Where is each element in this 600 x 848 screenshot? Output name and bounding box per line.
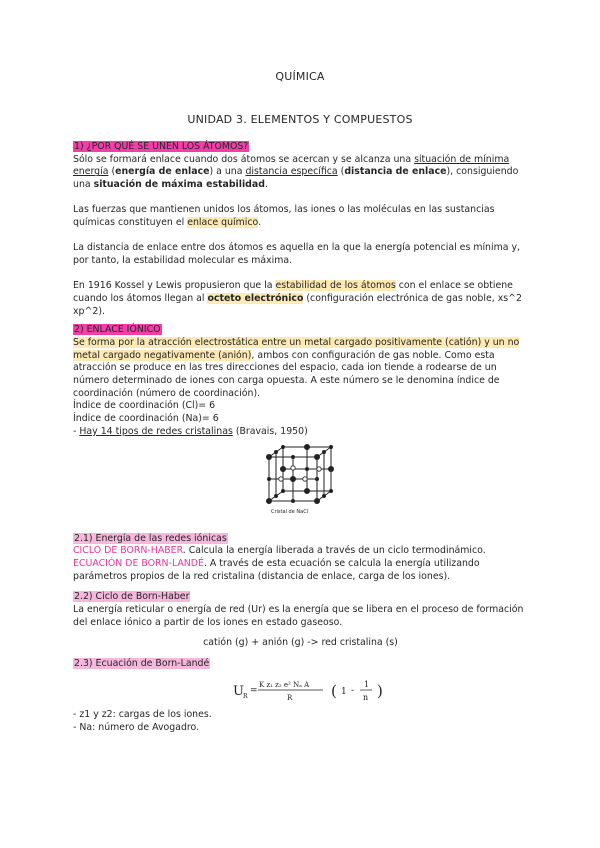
section-2-2-paragraph: La energía reticular o energía de red (Ur) es la energía que se libera en el proceso de formación del enlace iónico a partir de los iones en estado gaseoso. bbox=[73, 604, 524, 628]
svg-text:): ) bbox=[377, 681, 383, 700]
section-2-paragraph-1: Se forma por la atracción electrostática entre un metal cargado positivamente (catión) y un no metal cargado negativamente (anión), ambos con configuración de gas noble. Como esta atracción se produce en las tres direcciones del espacio, cada ion tiende a rodearse de un número determinado de iones con carga opuesta. A este número se le denomina índice de coordinación (número de coordinación). bbox=[73, 336, 520, 399]
section-2-2-heading: 2.2) Ciclo de Born-Haber bbox=[74, 591, 190, 603]
nacl-crystal-figure bbox=[73, 439, 528, 519]
section-1-heading: 1) ¿POR QUÉ SE UNEN LOS ÁTOMOS? bbox=[74, 141, 249, 152]
section-1-paragraph-1: Sólo se formará enlace cuando dos átomos se acercan y se alcanza una situación de mínima energía (energía de enlace) a una distancia específica (distancia de enlace), consiguiendo una situación de máxima estabilidad. bbox=[73, 153, 519, 191]
born-lande-line: ECUACIÓN DE BORN-LANDÉ. A través de esta ecuación se calcula la energía utilizando parámetros propios de la red cristalina (distancia de enlace, carga de los iones). bbox=[73, 557, 480, 582]
formula-one: 1 bbox=[341, 686, 347, 697]
section-2-heading: 2) ENLACE IÓNICO bbox=[74, 324, 161, 336]
na-definition: - Na: número de Avogadro. bbox=[73, 721, 200, 733]
section-2-1-heading: 2.1) Energía de las redes iónicas bbox=[74, 532, 227, 544]
formula-frac-den: n bbox=[363, 692, 369, 702]
section-2-3-heading: 2.3) Ecuación de Born-Landé bbox=[74, 658, 210, 670]
svg-text:=: = bbox=[250, 685, 258, 696]
subject-title: QUÍMICA bbox=[275, 70, 325, 83]
coordination-index-cl: Índice de coordinación (Cl)= 6 bbox=[73, 400, 216, 412]
formula-numerator: K z₁ z₂ e² Nₐ A bbox=[259, 680, 310, 689]
formula-denominator: R bbox=[287, 693, 293, 702]
formula-sub: R bbox=[243, 692, 248, 700]
svg-text:-: - bbox=[351, 685, 355, 696]
lattice-formation-equation: catión (g) + anión (g) -> red cristalina (s) bbox=[203, 637, 398, 649]
document-body bbox=[73, 141, 528, 734]
z1-z2-definition: - z1 y z2: cargas de los iones. bbox=[73, 708, 212, 720]
nacl-lattice-image bbox=[263, 443, 343, 515]
bravais-lattices-line: - Hay 14 tipos de redes cristalinas (Bravais, 1950) bbox=[73, 425, 308, 437]
svg-text:(: ( bbox=[331, 681, 337, 700]
section-1-paragraph-2: Las fuerzas que mantienen unidos los átomos, las iones o las moléculas en las sustancias químicas constituyen el enlace químico. bbox=[73, 204, 495, 229]
formula-frac-num: 1 bbox=[364, 679, 370, 689]
unit-title: UNIDAD 3. ELEMENTOS Y COMPUESTOS bbox=[187, 113, 413, 126]
section-1-paragraph-4: En 1916 Kossel y Lewis propusieron que la estabilidad de los átomos con el enlace se obtiene cuando los átomos llegan al octeto electrónico (configuración electrónica de gas noble, xs^2 xp^2). bbox=[73, 280, 522, 317]
born-haber-line: CICLO DE BORN-HABER. Calcula la energía liberada a través de un ciclo termodinámico. bbox=[73, 545, 486, 557]
born-lande-formula bbox=[73, 671, 528, 709]
formula-u: U bbox=[233, 683, 244, 699]
section-1-paragraph-3: La distancia de enlace entre dos átomos es aquella en la que la energía potencial es mínima y, por tanto, la estabilidad molecular es máxima. bbox=[73, 242, 520, 266]
figure-caption: Cristal de NaCl bbox=[271, 508, 309, 515]
coordination-index-na: Índice de coordinación (Na)= 6 bbox=[73, 413, 219, 425]
